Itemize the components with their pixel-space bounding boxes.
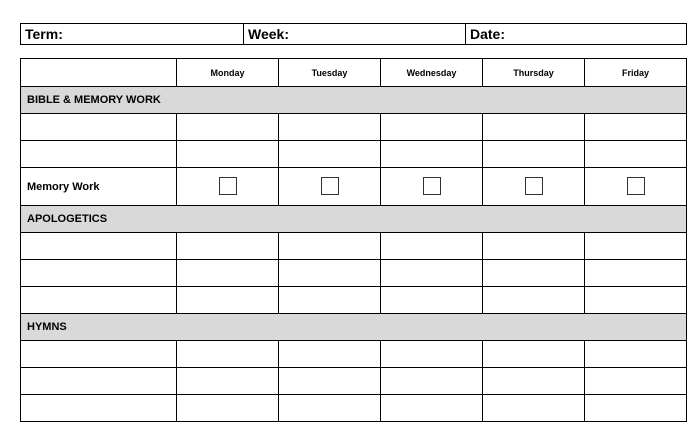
- day-header-friday: Friday: [585, 59, 687, 87]
- row-label-cell[interactable]: [21, 287, 177, 314]
- entry-cell[interactable]: [177, 233, 279, 260]
- section-row-apologetics: [21, 206, 687, 233]
- entry-cell[interactable]: [279, 368, 381, 395]
- entry-cell[interactable]: [483, 287, 585, 314]
- entry-cell[interactable]: [177, 114, 279, 141]
- term-field[interactable]: [21, 24, 244, 45]
- entry-cell[interactable]: [585, 395, 687, 422]
- entry-cell[interactable]: [483, 260, 585, 287]
- date-label: Date:: [470, 26, 506, 42]
- day-header-row: [21, 59, 687, 87]
- memory-work-checkbox-thursday[interactable]: [525, 177, 543, 195]
- row-label-cell[interactable]: [21, 233, 177, 260]
- memory-work-row: [21, 168, 687, 206]
- term-label: Term:: [25, 26, 63, 42]
- entry-cell[interactable]: [381, 341, 483, 368]
- entry-cell[interactable]: [483, 395, 585, 422]
- memory-work-checkbox-monday[interactable]: [219, 177, 237, 195]
- entry-cell[interactable]: [279, 287, 381, 314]
- entry-cell[interactable]: [483, 141, 585, 168]
- row-label-cell[interactable]: [21, 368, 177, 395]
- entry-cell[interactable]: [483, 368, 585, 395]
- entry-cell[interactable]: [585, 114, 687, 141]
- section-title: BIBLE & MEMORY WORK: [21, 87, 687, 114]
- entry-cell[interactable]: [381, 395, 483, 422]
- entry-cell[interactable]: [279, 260, 381, 287]
- day-header-wednesday: Wednesday: [381, 59, 483, 87]
- entry-cell[interactable]: [279, 341, 381, 368]
- entry-cell[interactable]: [483, 341, 585, 368]
- entry-cell[interactable]: [177, 260, 279, 287]
- entry-cell[interactable]: [381, 141, 483, 168]
- row-label-cell[interactable]: [21, 260, 177, 287]
- week-field[interactable]: [244, 24, 466, 45]
- section-row-hymns: [21, 314, 687, 341]
- entry-cell[interactable]: [585, 141, 687, 168]
- entry-cell[interactable]: [279, 395, 381, 422]
- day-header-thursday: Thursday: [483, 59, 585, 87]
- row-label-cell[interactable]: [21, 141, 177, 168]
- entry-row: [21, 287, 687, 314]
- entry-cell[interactable]: [177, 341, 279, 368]
- section-title: HYMNS: [21, 314, 687, 341]
- memory-work-checkbox-friday[interactable]: [627, 177, 645, 195]
- memory-work-label: Memory Work: [21, 168, 177, 206]
- header-table: [20, 23, 687, 45]
- entry-cell[interactable]: [381, 233, 483, 260]
- entry-cell[interactable]: [483, 114, 585, 141]
- entry-row: [21, 395, 687, 422]
- row-label-cell[interactable]: [21, 395, 177, 422]
- memory-work-checkbox-wednesday[interactable]: [423, 177, 441, 195]
- entry-cell[interactable]: [279, 233, 381, 260]
- entry-cell[interactable]: [585, 341, 687, 368]
- entry-cell[interactable]: [381, 368, 483, 395]
- entry-row: [21, 260, 687, 287]
- row-label-cell[interactable]: [21, 341, 177, 368]
- week-label: Week:: [248, 26, 289, 42]
- entry-row: [21, 341, 687, 368]
- entry-cell[interactable]: [177, 368, 279, 395]
- entry-cell[interactable]: [585, 233, 687, 260]
- entry-cell[interactable]: [585, 368, 687, 395]
- entry-cell[interactable]: [585, 287, 687, 314]
- section-row-bible-memory-work: [21, 87, 687, 114]
- entry-cell[interactable]: [381, 287, 483, 314]
- date-field[interactable]: [466, 24, 687, 45]
- entry-cell[interactable]: [381, 260, 483, 287]
- entry-row: [21, 368, 687, 395]
- entry-cell[interactable]: [279, 114, 381, 141]
- day-header-tuesday: Tuesday: [279, 59, 381, 87]
- memory-work-checkbox-tuesday[interactable]: [321, 177, 339, 195]
- row-label-cell[interactable]: [21, 114, 177, 141]
- entry-row: [21, 114, 687, 141]
- entry-cell[interactable]: [279, 141, 381, 168]
- entry-cell[interactable]: [177, 395, 279, 422]
- entry-row: [21, 141, 687, 168]
- weekly-planner-table: [20, 58, 687, 422]
- day-header-monday: Monday: [177, 59, 279, 87]
- entry-cell[interactable]: [381, 114, 483, 141]
- entry-cell[interactable]: [177, 141, 279, 168]
- entry-cell[interactable]: [483, 233, 585, 260]
- entry-cell[interactable]: [585, 260, 687, 287]
- section-title: APOLOGETICS: [21, 206, 687, 233]
- entry-row: [21, 233, 687, 260]
- corner-cell: [21, 59, 177, 87]
- entry-cell[interactable]: [177, 287, 279, 314]
